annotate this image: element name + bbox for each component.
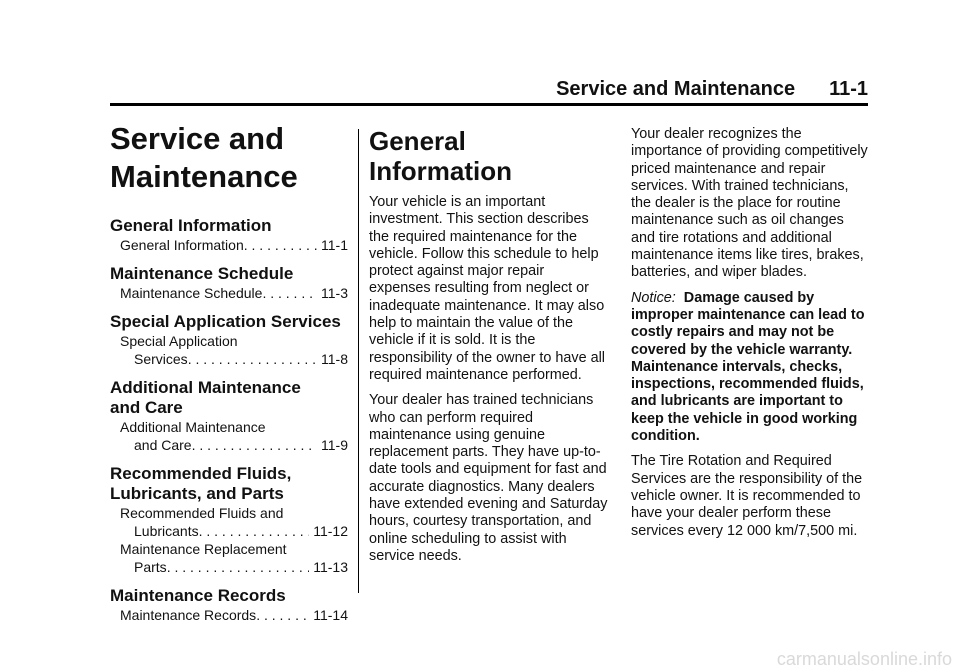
toc-entry-page: 11-3 xyxy=(321,285,348,301)
toc-leader-dots xyxy=(199,522,310,540)
toc-entry-title: Parts xyxy=(134,559,167,575)
toc-entry[interactable] xyxy=(120,236,348,254)
toc-entry[interactable] xyxy=(120,606,348,624)
paragraph: Your dealer has trained technicians who can perform required maintenance using genuine replacement parts. They have up-to-date tools and equipment for fast and accurate diagnostics. Many dealers have extended evening and Saturday hours, courtesy transportation, and online scheduling to assist with service needs. xyxy=(369,392,608,564)
section-heading: General Information xyxy=(369,126,512,186)
toc-section xyxy=(110,378,348,454)
toc-section xyxy=(110,216,348,254)
running-header-title: Service and Maintenance xyxy=(556,78,796,100)
toc-entry-title: Maintenance Schedule xyxy=(120,285,263,301)
column-divider xyxy=(358,129,359,593)
toc-section xyxy=(110,312,348,368)
toc-section-heading[interactable]: Maintenance Records xyxy=(110,586,286,605)
toc-section-heading[interactable]: and Care xyxy=(110,398,183,417)
toc-section xyxy=(110,264,348,302)
notice-label: Notice: xyxy=(631,289,676,306)
toc-entry-title: Additional Maintenance xyxy=(120,419,266,435)
toc-section xyxy=(110,464,348,576)
toc-entry[interactable] xyxy=(120,540,348,576)
toc-entry-title: Lubricants xyxy=(134,523,199,539)
toc-section-heading[interactable]: Maintenance Schedule xyxy=(110,264,294,283)
toc-entry-title: Special Application xyxy=(120,333,238,349)
toc-entry-page: 11-13 xyxy=(313,559,348,575)
toc-entry-title: and Care xyxy=(134,437,192,453)
paragraph: The Tire Rotation and Required Services are the responsibility of the vehicle owner. It is recommended to have your dealer perform these services every 12 000 km/7,500 mi. xyxy=(631,453,863,539)
toc-entry-title: Recommended Fluids and xyxy=(120,505,284,521)
toc-section-heading[interactable]: Recommended Fluids, xyxy=(110,464,292,483)
toc-entry-page: 11-14 xyxy=(313,607,348,623)
toc-entry[interactable] xyxy=(120,332,348,368)
toc-section-heading[interactable]: Additional Maintenance xyxy=(110,378,301,397)
toc-entry-title: Maintenance Records xyxy=(120,607,257,623)
toc-leader-dots xyxy=(167,558,310,576)
notice xyxy=(631,290,871,446)
toc-entry[interactable] xyxy=(120,284,348,302)
header-rule xyxy=(110,103,868,106)
toc-leader-dots xyxy=(256,606,309,624)
toc-entry[interactable] xyxy=(120,504,348,540)
toc-section-heading[interactable]: Special Application Services xyxy=(110,312,341,331)
toc-entry-page: 11-1 xyxy=(321,237,348,253)
toc-entry-page: 11-8 xyxy=(321,351,348,367)
paragraph: Your vehicle is an important investment. This section describes the required maintenance for the vehicle. Follow this schedule to help protect against major repair expenses resulting from neglect or inadequate maintenance. It may also help to maintain the value of the vehicle if it is sold. It is the responsibility of the owner to have all required maintenance performed. xyxy=(369,194,605,383)
toc-leader-dots xyxy=(262,284,317,302)
chapter-title-line: Maintenance xyxy=(110,159,298,194)
notice-text: Damage caused by improper maintenance can lead to costly repairs and may not be covered by the vehicle warranty. Maintenance intervals, checks, inspections, recommended fluids, and lubricants are important to keep the vehicle in good working condition. xyxy=(631,289,865,445)
chapter-toc-column xyxy=(110,120,348,624)
toc-entry-title: Services xyxy=(134,351,188,367)
toc-entry-title: General Information xyxy=(120,237,244,253)
chapter-title-line: Service and xyxy=(110,121,285,156)
toc-entry-title: Maintenance Replacement xyxy=(120,541,287,557)
table-of-contents xyxy=(110,216,348,624)
toc-section-heading[interactable]: General Information xyxy=(110,216,272,235)
toc-entry-page: 11-12 xyxy=(313,523,348,539)
page-number: 11-1 xyxy=(829,78,868,100)
toc-leader-dots xyxy=(192,436,317,454)
chapter-title xyxy=(110,120,348,196)
toc-section-heading[interactable]: Lubricants, and Parts xyxy=(110,484,284,503)
text-column-2 xyxy=(631,126,871,548)
toc-entry-page: 11-9 xyxy=(321,437,348,453)
toc-section xyxy=(110,586,348,624)
toc-leader-dots xyxy=(244,236,317,254)
toc-entry[interactable] xyxy=(120,418,348,454)
running-header xyxy=(556,78,868,106)
text-column-1 xyxy=(369,126,609,573)
toc-leader-dots xyxy=(188,350,317,368)
watermark: carmanualsonline.info xyxy=(776,649,952,669)
paragraph: Your dealer recognizes the importance of providing competitively priced maintenance and repair services. With trained technicians, the dealer is the place for routine maintenance such as oil changes and tire rotations and additional maintenance items like tires, brakes, batteries, and wiper blades. xyxy=(631,126,868,281)
